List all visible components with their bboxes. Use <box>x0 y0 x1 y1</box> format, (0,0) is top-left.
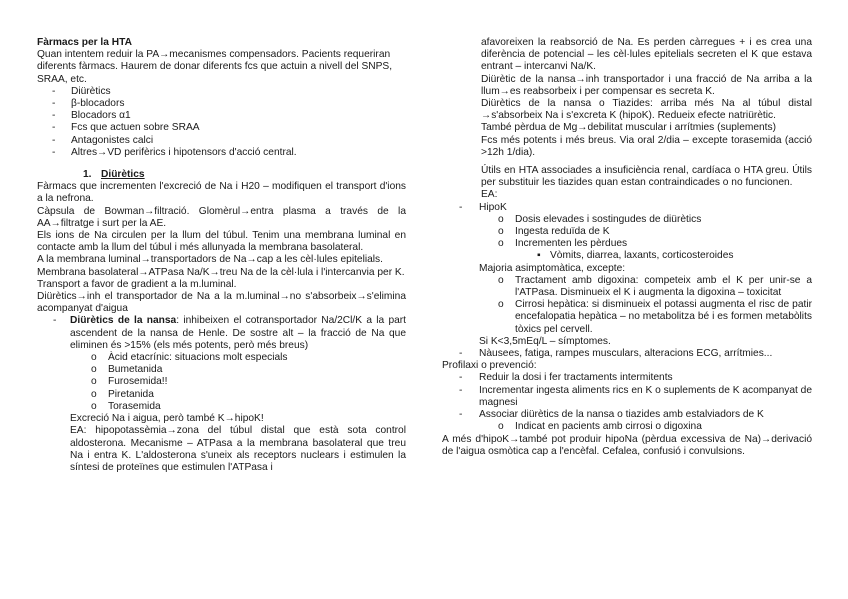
excretion-note: Excreció Na i aigua, però també K→hipoK! <box>70 413 264 425</box>
symptoms-paragraph: Si K<3,5mEq/L – símptomes. <box>479 335 611 347</box>
paragraph: Fàrmacs que incrementen l'excreció de Na i H20 – modifiquen el transport d'ions a la nefrona. <box>37 181 406 205</box>
doc-title: Fàrmacs per la HTA <box>37 37 132 48</box>
list-item: o Àcid etacrínic: situacions molt especials <box>91 352 288 364</box>
list-item: - Fcs que actuen sobre SRAA <box>52 122 200 134</box>
list-item: o Tractament amb digoxina: competeix amb el K per unir-se a l'ATPasa. Disminueix el K i augmenta la digoxina – toxicitat <box>498 274 812 299</box>
list-item: o Cirrosi hepàtica: si disminueix el potassi augmenta el risc de patir encefalopatia hepàtica – no metabolitza bé i es formen metabòlits tòxics pel cervell. <box>498 299 812 335</box>
list-item: o Piretanida <box>91 388 154 400</box>
list-item: o Ingesta reduïda de K <box>498 226 610 238</box>
list-item: - Antagonistes calci <box>52 134 154 146</box>
final-paragraph: A més d'hipoK→també pot produir hipoNa (pèrdua excessiva de Na)→derivació de l'aigua osmòtica cap a l'encèfal. Cefalea, confusió i convulsions. <box>442 433 812 457</box>
loop-text: : inhibeixen el cotransportador Na/2Cl/K a la part ascendent de la nansa de Henle. De sostre alt – la fracció de Na que eliminen és >15% (els més potents, però més breus) <box>70 315 407 351</box>
paragraph: A la membrana luminal→transportadors de Na→cap a les cèl·lules epitelials. <box>37 254 383 266</box>
list-item: o Incrementen les pèrdues <box>498 238 628 250</box>
drug-class-list <box>52 86 406 159</box>
list-item: - Reduir la dosi i fer tractaments intermitents <box>459 372 673 384</box>
ea-label: EA: <box>481 189 498 201</box>
hipok-label: HipoK <box>479 201 507 213</box>
list-item: o Furosemida!! <box>91 376 168 388</box>
paragraph: Diürètics de la nansa o Tiazides: arriba més Na al túbul distal →s'absorbeix Na i s'excreta K (hipoK). Redueix efecte natriürètic. <box>481 98 812 122</box>
paragraph: afavoreixen la reabsorció de Na. Es perden càrregues + i es crea una diferència de potencial – les cèl·lules epitelials secreten el K que estava entrant – intercanvi Na/K. <box>481 37 812 73</box>
list-item: o Bumetanida <box>91 364 163 376</box>
left-column <box>37 37 406 474</box>
list-item: - β-blocadors <box>52 98 125 110</box>
paragraph: Transport a favor de gradient a la m.luminal. <box>37 278 237 290</box>
list-item: o Dosis elevades i sostingudes de diürètics <box>498 213 702 225</box>
cirrosis-item: o Indicat en pacients amb cirrosi o digoxina <box>498 421 702 433</box>
nausea-item: - Nàusees, fatiga, rampes musculars, alteracions ECG, arrítmies... <box>459 348 773 360</box>
paragraph: Útils en HTA associades a insuficiència renal, cardíaca o HTA greu. Útils per substituir les tiazides quan estan contraindicades o no funcionen. <box>481 165 812 189</box>
loop-label: Diürètics de la nansa <box>70 315 177 327</box>
exception-list <box>498 275 812 336</box>
prophylaxis-heading: Profilaxi o prevenció: <box>442 360 537 372</box>
list-item: - Diürètics <box>52 85 111 97</box>
paragraph: Càpsula de Bowman→filtració. Glomèrul→entra plasma a través de la AA→filtratge i surt per la AE. <box>37 205 406 229</box>
loop-diuretics-item: - Diürètics de la nansa: inhibeixen el cotransportador Na/2Cl/K a la part ascendent de la nansa de Henle. De sostre alt – la fracció de Na que eliminen és >15% (els més potents, però més breus) <box>53 315 407 351</box>
spacer <box>37 159 406 169</box>
section-number: 1. <box>83 169 92 181</box>
list-item: - Incrementar ingesta aliments rics en K o suplements de K acompanyat de magnesi <box>459 384 812 408</box>
paragraph: Diürètics→inh el transportador de Na a la m.luminal→no s'absorbeix→s'elimina acompanyat d'aigua <box>37 291 406 315</box>
section-title: Diürètics <box>101 169 145 181</box>
right-column <box>442 37 812 458</box>
list-item: - Associar diürètics de la nansa o tiazides amb estalviadors de K <box>459 409 764 421</box>
loop-drug-list <box>91 352 406 413</box>
list-item: - Blocadors α1 <box>52 110 131 122</box>
majoria-paragraph: Majoria asimptomàtica, excepte: <box>479 262 626 274</box>
hipok-item: - HipoK <box>459 202 812 214</box>
losses-item: ▪ Vòmits, diarrea, laxants, corticosteroides <box>537 250 734 262</box>
ea-paragraph: EA: hipopotassèmia→zona del túbul distal que està sota control aldosterona. Mecanisme – ATPasa a la membrana basolateral que treu Na i entra K. L'aldosterona s'uneix als receptors nuclears i estimulen la síntesi de proteïnes que estimulen l'ATPasa i <box>70 425 406 473</box>
paragraph: Fcs més potents i més breus. Via oral 2/dia – excepte torasemida (acció >12h 1/dia). <box>481 134 812 158</box>
hipok-cause-list <box>498 214 812 251</box>
paragraph: Diürètic de la nansa→inh transportador i una fracció de Na arriba a la llum→es reabsorbeix i per compensar es secreta K. <box>481 73 812 97</box>
paragraph: Els ions de Na circulen per la llum del túbul. Tenim una membrana luminal en contacte amb la llum del túbul i més allunyada la membrana basolateral. <box>37 230 406 254</box>
paragraph: Membrana basolateral→ATPasa Na/K→treu Na de la cèl·lula i l'intercanvia per K. <box>37 266 405 278</box>
prevention-list <box>459 372 812 421</box>
list-item: o Torasemida <box>91 400 161 412</box>
paragraph: També pèrdua de Mg→debilitat muscular i arrítmies (suplements) <box>481 122 776 134</box>
section-heading <box>83 169 406 181</box>
intro-paragraph: Quan intentem reduir la PA→mecanismes compensadors. Pacients requeriran diferents fàrmacs. Haurem de donar diferents fcs que actuin a nivell del SNPS, SRAA, etc. <box>37 49 393 85</box>
list-item: - Altres→VD perifèrics i hipotensors d'acció central. <box>52 146 297 158</box>
